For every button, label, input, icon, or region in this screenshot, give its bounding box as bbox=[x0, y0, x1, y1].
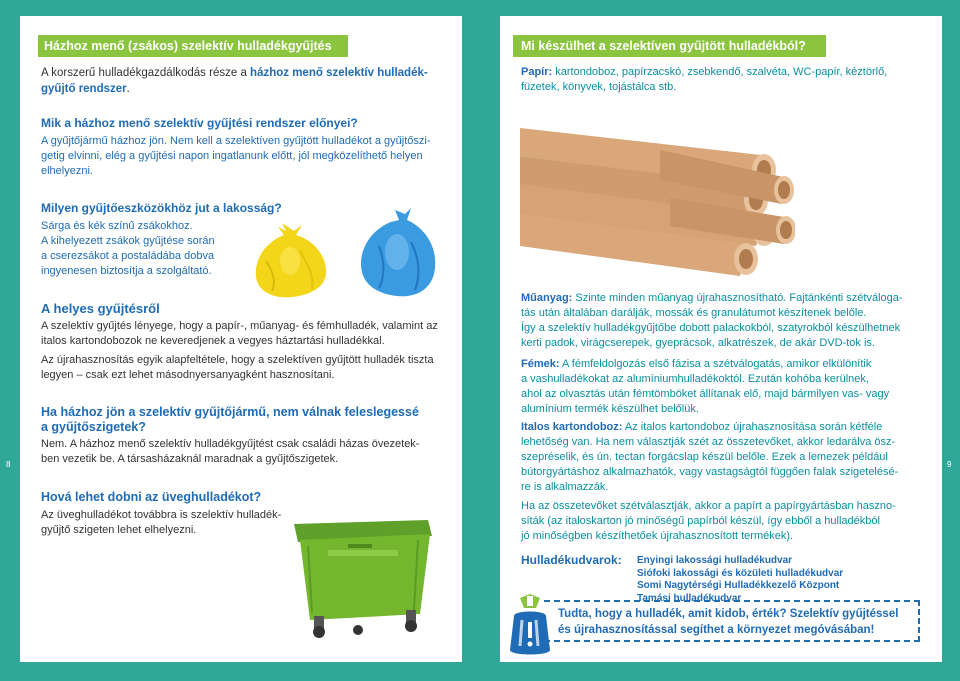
answer-lead: A gyűjtőjármű házhoz jön. bbox=[41, 135, 167, 147]
paragraph-line: A szelektív gyűjtés lényege, hogy a papír-, műanyag- és fémhulladék, valamint az bbox=[41, 320, 438, 332]
question-heading: Milyen gyűjtőeszközökhöz jut a lakosság? bbox=[41, 201, 282, 215]
cardboard-tubes-icon bbox=[520, 120, 795, 280]
separation-line: jó minőségben készíthetőek újrahasznosított termékek). bbox=[521, 530, 794, 542]
carton-line: szepréselik, és ún. tectan forgácslap készül belőle. Ezek a lemezek például bbox=[521, 451, 888, 463]
green-bin-icon bbox=[288, 510, 438, 642]
plastic-label: Műanyag: bbox=[521, 292, 573, 304]
paragraph-line: Nem. A házhoz menő szelektív hulladékgyűjtést csak családi házas övezetek- bbox=[41, 438, 420, 450]
plastic-line: Így a szelektív hulladékgyűjtőbe dobott palackokból, szatyrokból készülhetnek bbox=[521, 322, 901, 334]
paper-text bbox=[521, 65, 941, 95]
separation-text bbox=[521, 499, 941, 544]
answer-line: ingyenesen biztosítja a szolgáltató. bbox=[41, 265, 212, 277]
metal-line: a vashulladékokat az alumíniumhulladékoktól. Ezután kohóba kerülnek, bbox=[521, 373, 869, 385]
section-banner: Mi készülhet a szelektíven gyűjtött hulladékból? bbox=[513, 35, 826, 57]
intro-period: . bbox=[126, 83, 130, 95]
paragraph bbox=[41, 508, 311, 538]
paragraph-line: gyűjtő szigeten lehet elhelyezni. bbox=[41, 524, 197, 536]
intro-text bbox=[41, 65, 461, 97]
callout-text bbox=[558, 606, 918, 638]
paragraph bbox=[41, 353, 461, 383]
plastic-text bbox=[521, 291, 941, 351]
paper-line: füzetek, könyvek, tojástálca stb. bbox=[521, 81, 677, 93]
intro-highlight: házhoz menő szelektív hulladék- bbox=[250, 67, 428, 79]
page-number: 8 bbox=[6, 460, 11, 469]
metal-line: A fémfeldolgozás első fázisa a szétválogatás, amikor elkülönítik bbox=[559, 358, 872, 370]
metal-line: alumínium termék készülhet belőlük. bbox=[521, 403, 699, 415]
paragraph bbox=[41, 319, 461, 349]
company-item: Enyingi lakossági hulladékudvar bbox=[637, 555, 793, 566]
left-page bbox=[20, 16, 462, 662]
blue-bag-icon bbox=[355, 206, 441, 301]
paper-line: kartondoboz, papírzacskó, zsebkendő, szalvéta, WC-papír, kéztörlő, bbox=[552, 66, 888, 78]
section-heading: Hová lehet dobni az üveghulladékot? bbox=[41, 490, 262, 504]
section-banner: Házhoz menő (zsákos) szelektív hulladékgyűjtés bbox=[38, 35, 348, 57]
paragraph-line: legyen – csak ezt lehet másodnyersanyagként hasznosítani. bbox=[41, 369, 335, 381]
plastic-line: Szinte minden műanyag újrahasznosítható. Fajtánkénti szétváloga- bbox=[572, 292, 903, 304]
answer-line: getig elvinni, elég a gyűjtési napon ingatlanunk előtt, jól megközelíthető helyen bbox=[41, 150, 423, 162]
metal-label: Fémek: bbox=[521, 358, 560, 370]
answer-line: a cserezsákot a postaládába dobva bbox=[41, 250, 215, 262]
answer-line: Nem kell a szelektíven gyűjtött hulladékot a gyűjtőszi- bbox=[166, 135, 431, 147]
carton-line: bútorgyártáshoz alkalmazhatók, vagy vastagságtól függően falak szigetelésé- bbox=[521, 466, 899, 478]
metal-text bbox=[521, 357, 941, 417]
right-page bbox=[500, 16, 942, 662]
separation-line: Ha az összetevőket szétválasztják, akkor a papírt a papírgyártásban haszno- bbox=[521, 500, 896, 512]
companies-label: Hulladékudvarok: bbox=[521, 553, 622, 567]
paragraph-line: Az újrahasznosítás egyik alapfeltétele, hogy a szelektíven gyűjtött hulladék tiszta bbox=[41, 354, 434, 366]
carton-line: re is alkalmazzák. bbox=[521, 481, 609, 493]
paper-label: Papír: bbox=[521, 66, 553, 78]
question-heading: Mik a házhoz menő szelektív gyűjtési rendszer előnyei? bbox=[41, 116, 358, 130]
plastic-line: kerti padok, virágcserepek, gyeprácsok, alkatrészek, de akár DVD-tok is. bbox=[521, 337, 875, 349]
paragraph-line: italos kartondobozok ne keveredjenek a vegyes háztartási hulladékkal. bbox=[41, 335, 385, 347]
answer-line: Sárga és kék színű zsákokhoz. bbox=[41, 220, 193, 232]
section-heading: A helyes gyűjtésről bbox=[41, 301, 160, 316]
page-number: 9 bbox=[947, 460, 952, 469]
exclamation-bag-icon bbox=[506, 594, 554, 656]
heading-line: a gyűjtőszigetek? bbox=[41, 420, 146, 434]
yellow-bag-icon bbox=[248, 221, 333, 301]
paragraph-line: ben vezetik be. A társasházaknál maradnak a gyűjtőszigetek. bbox=[41, 453, 339, 465]
company-item: Somi Nagytérségi Hulladékkezelő Központ bbox=[637, 580, 840, 591]
callout-border-right bbox=[918, 600, 920, 642]
paragraph-line: Az üveghulladékot továbbra is szelektív hulladék- bbox=[41, 509, 282, 521]
carton-line: Az italos kartondoboz újrahasznosítása során kétféle bbox=[622, 421, 883, 433]
intro-highlight-2: gyűjtő rendszer bbox=[41, 83, 127, 95]
metal-line: ahol az olvasztás után fémtömböket állítanak elő, majd bármilyen vas- vagy bbox=[521, 388, 890, 400]
carton-line: lehetőség van. Ha nem választják szét az összetevőket, akkor ledarálva ösz- bbox=[521, 436, 896, 448]
carton-text bbox=[521, 420, 941, 495]
callout-line: és újrahasznosítással segíthet a környezet megóvásában! bbox=[558, 624, 875, 636]
company-item: Tamási hulladékudvar bbox=[637, 592, 742, 604]
plastic-line: tás után általában darálják, mossák és granulátumot készítenek belőle. bbox=[521, 307, 867, 319]
intro-line1: A korszerű hulladékgazdálkodás része a bbox=[41, 67, 251, 79]
companies-list bbox=[637, 555, 843, 605]
company-item: Siófoki lakossági és közületi hulladékudvar bbox=[637, 567, 844, 579]
answer-text bbox=[41, 134, 461, 179]
carton-label: Italos kartondoboz: bbox=[521, 421, 623, 433]
paragraph bbox=[41, 437, 461, 467]
answer-line: A kihelyezett zsákok gyűjtése során bbox=[41, 235, 215, 247]
heading-line: Ha házhoz jön a szelektív gyűjtőjármű, nem válnak feleslegessé bbox=[41, 405, 419, 419]
separation-line: síták (az italoskarton jó minőségű papírból készül, így ebből a hulladékból bbox=[521, 515, 880, 527]
answer-line: elhelyezni. bbox=[41, 165, 93, 177]
section-heading bbox=[41, 405, 419, 435]
callout-line: Tudta, hogy a hulladék, amit kidob, érték? Szelektív gyűjtéssel bbox=[558, 608, 899, 620]
answer-text bbox=[41, 219, 261, 279]
